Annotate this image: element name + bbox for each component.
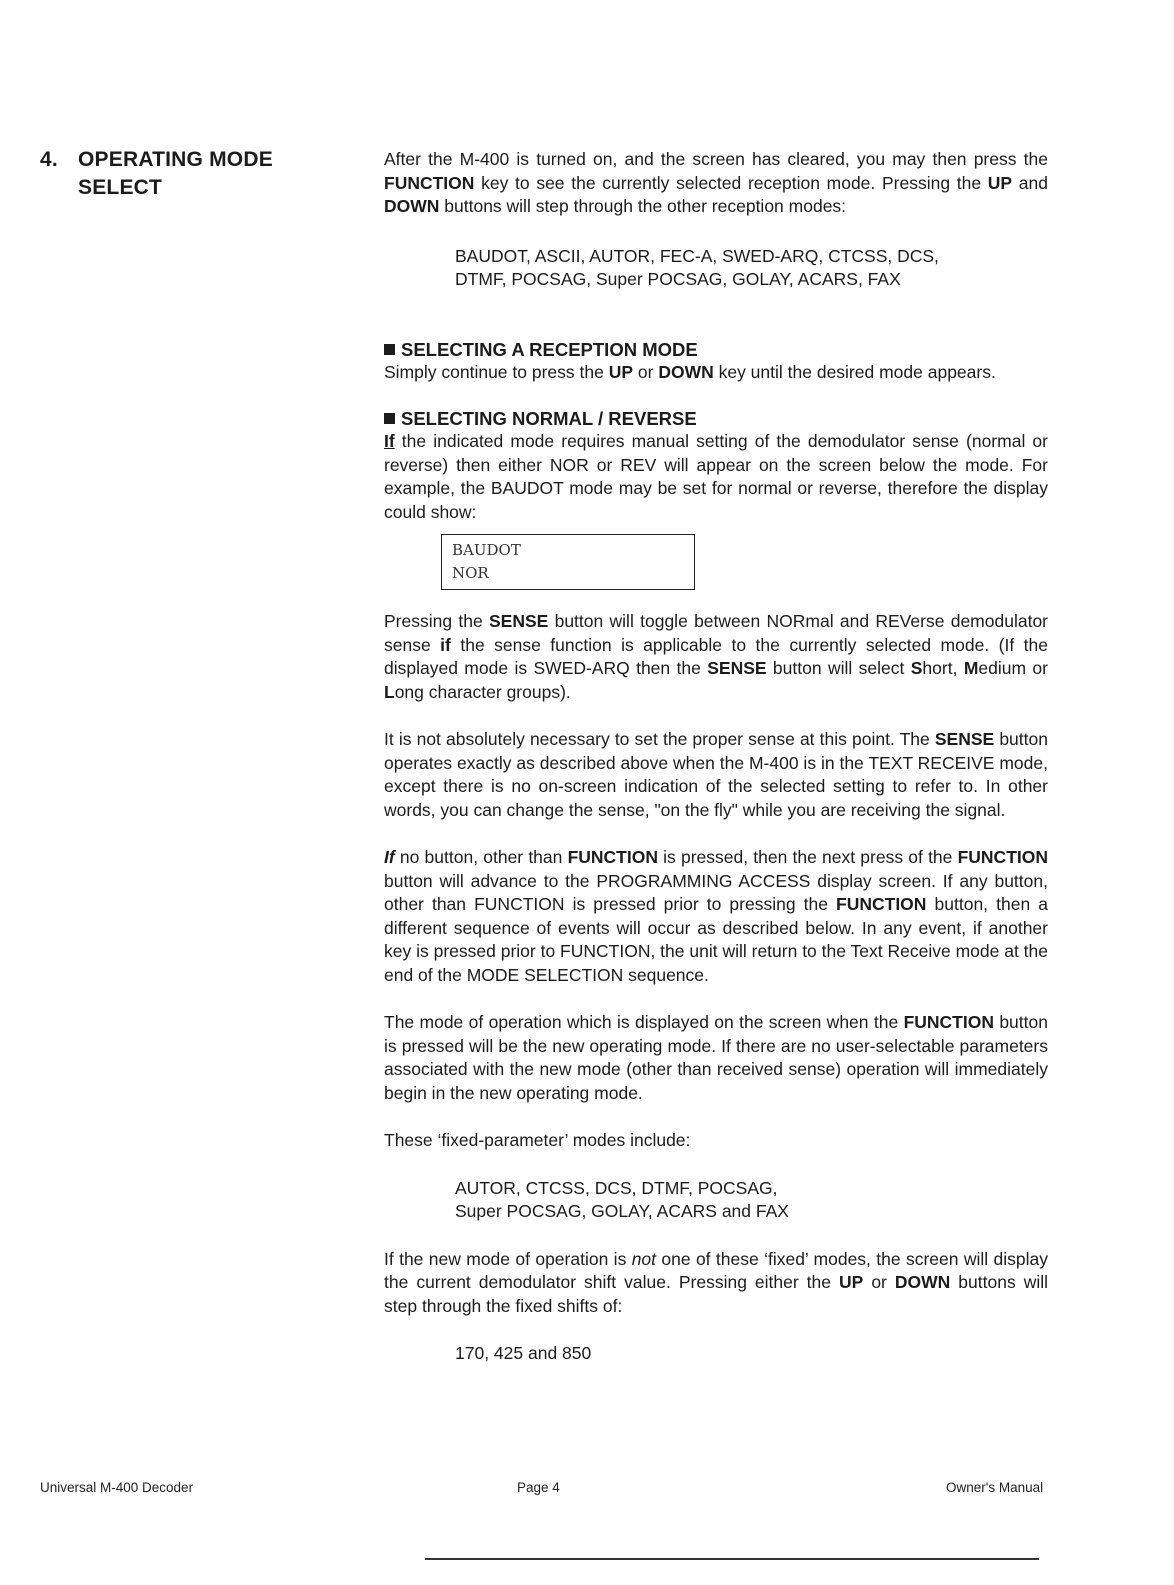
footer-manual-title: Owner's Manual [946, 1480, 1044, 1495]
if-no-button-paragraph: If no button, other than FUNCTION is pressed, then the next press of the FUNCTION button will advance to the PROGRAMMING ACCESS display screen. If any button, other than FUNCTION is pressed prior to pressing the FUNCTION button, then a different sequence of events will occur as described below. In any event, if another key is pressed prior to FUNCTION, the unit will return to the Text Receive mode at the end of the MODE SELECTION sequence. [384, 847, 1048, 985]
intro-paragraph: After the M-400 is turned on, and the screen has cleared, you may then press the FUNCTION key to see the currently selected reception mode. Pressing the UP and DOWN buttons will step through the other reception modes: [384, 149, 1048, 216]
reception-modes-list: BAUDOT, ASCII, AUTOR, FEC-A, SWED-ARQ, CTCSS, DCS, DTMF, POCSAG, Super POCSAG, GOLAY, ACARS, FAX [455, 245, 939, 289]
square-bullet-icon [384, 413, 395, 424]
not-necessary-paragraph: It is not absolutely necessary to set the proper sense at this point. The SENSE button operates exactly as described above when the M-400 is in the TEXT RECEIVE mode, except there is no on-screen indication of the selected setting to refer to. In other words, you can change the sense, "on the fly" while you are receiving the signal. [384, 729, 1048, 820]
section-title-line2: SELECT [78, 176, 163, 199]
display-line1: BAUDOT [452, 541, 521, 559]
selecting-sense-heading: SELECTING NORMAL / REVERSE [384, 407, 1048, 431]
section-number: 4. [40, 148, 58, 171]
section-title-line1: 4. OPERATING MODE [40, 146, 340, 174]
fixed-modes-list: AUTOR, CTCSS, DCS, DTMF, POCSAG, Super POCSAG, GOLAY, ACARS and FAX [455, 1177, 789, 1221]
page-edge-rule [425, 1558, 1039, 1560]
main-content [384, 148, 1048, 1366]
selecting-mode-paragraph: Simply continue to press the UP or DOWN key until the desired mode appears. [384, 362, 996, 382]
footer-page-number: Page 4 [517, 1480, 560, 1495]
selecting-sense-paragraph: If the indicated mode requires manual setting of the demodulator sense (normal or reverse) then either NOR or REV will appear on the screen below the mode. For example, the BAUDOT mode may be set for normal or reverse, therefore the display could show: [384, 431, 1048, 522]
shift-values: 170, 425 and 850 [455, 1343, 592, 1363]
footer-product-name: Universal M-400 Decoder [40, 1480, 194, 1495]
display-line2: NOR [452, 564, 489, 582]
sense-paragraph: Pressing the SENSE button will toggle between NORmal and REVerse demodulator sense if the sense function is applicable to the currently selected mode. (If the displayed mode is SWED-ARQ then the SENSE button will select Short, Medium or Long character groups). [384, 611, 1049, 702]
shift-paragraph: If the new mode of operation is not one of these ‘fixed’ modes, the screen will display the current demodulator shift value. Pressing either the UP or DOWN buttons will step through the fixed shifts of: [384, 1248, 1048, 1316]
square-bullet-icon [384, 344, 395, 355]
section-heading [40, 146, 340, 202]
mode-displayed-paragraph: The mode of operation which is displayed on the screen when the FUNCTION button is pressed will be the new operating mode. If there are no user-selectable parameters associated with the new mode (other than received sense) operation will immediately begin in the new operating mode. [384, 1012, 1048, 1103]
lcd-display-example [441, 534, 695, 590]
selecting-mode-heading: SELECTING A RECEPTION MODE [384, 338, 1048, 362]
fixed-modes-intro: These ‘fixed-parameter’ modes include: [384, 1130, 691, 1150]
